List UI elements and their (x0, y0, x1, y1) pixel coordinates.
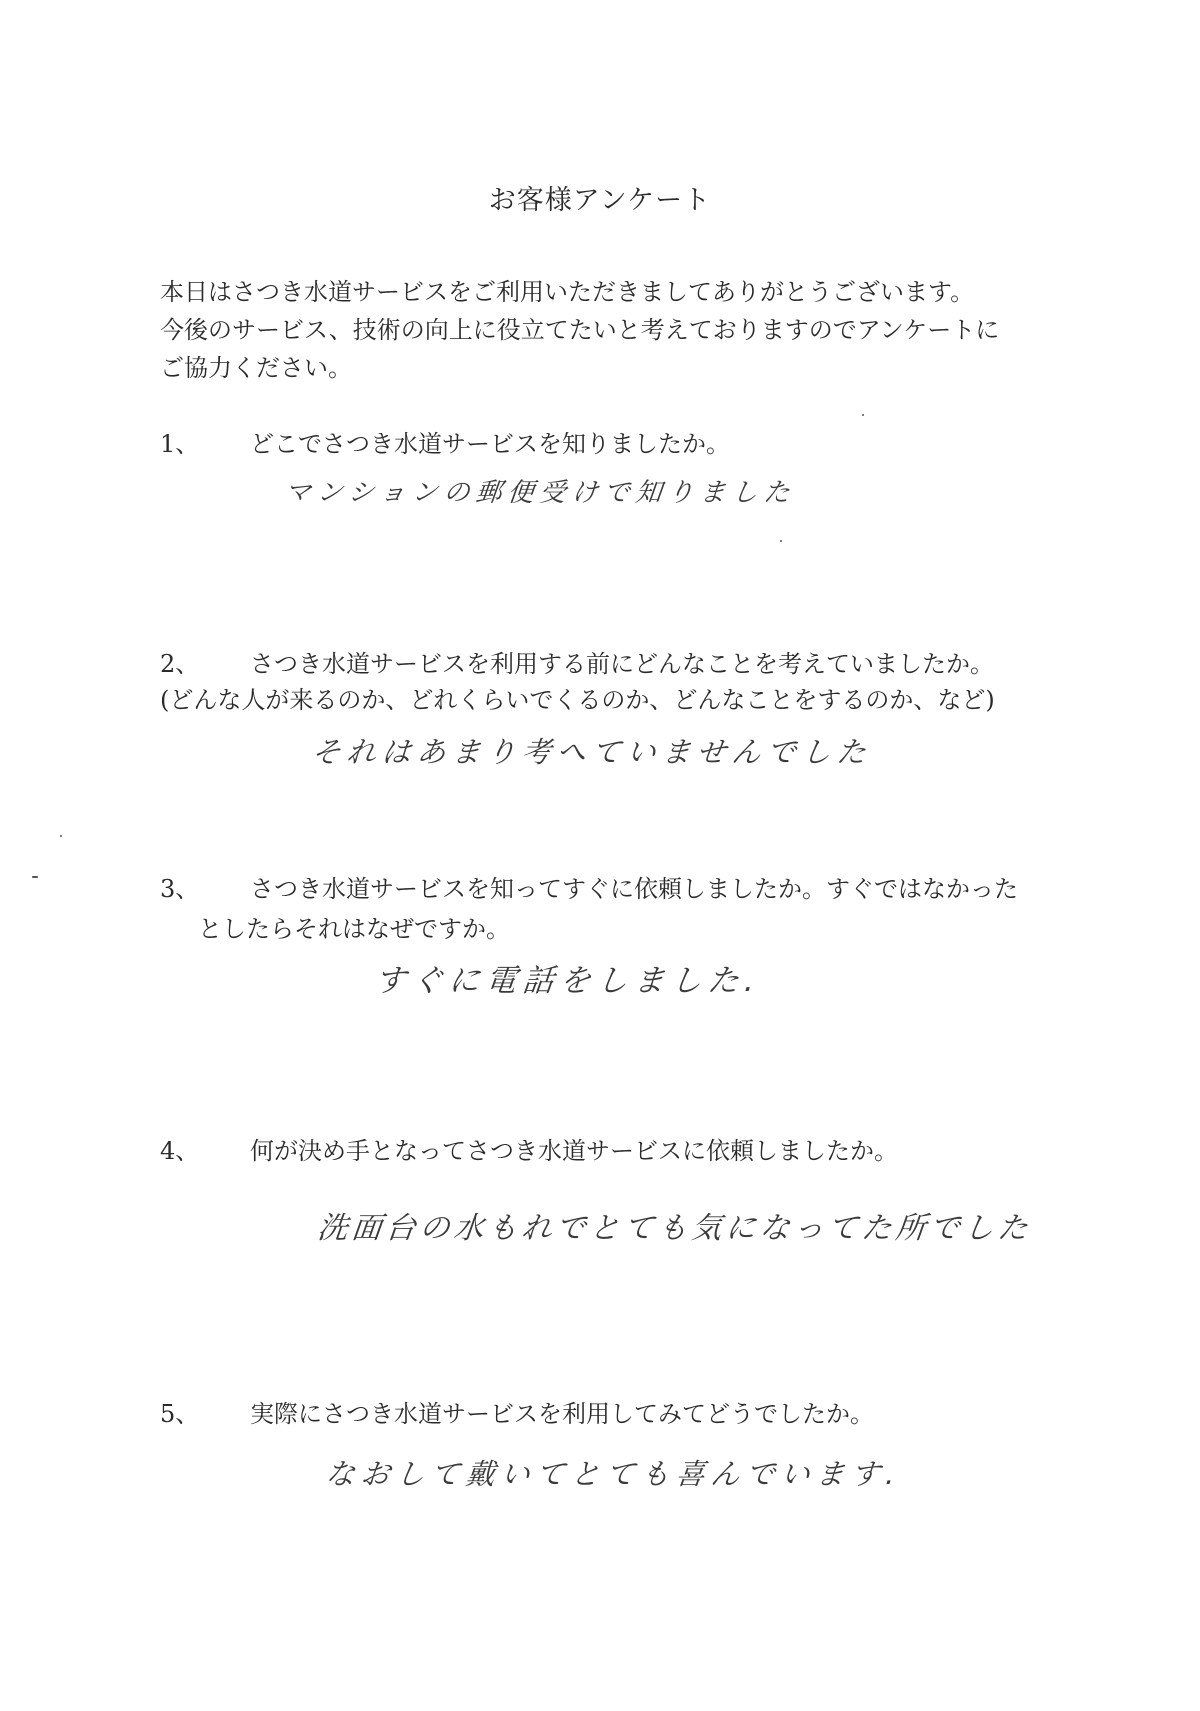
intro-line-3: ご協力ください。 (160, 354, 352, 382)
answer-5-handwritten: なおして戴いてとても喜んでいます. (324, 1457, 903, 1491)
question-number: 2、 (160, 650, 200, 678)
answer-2-handwritten: それはあまり考へていませんでした (310, 735, 874, 769)
question-subtext: (どんな人が来るのか、どれくらいでくるのか、どんなことをするのか、など) (160, 686, 995, 714)
intro-text (160, 273, 1060, 387)
scan-speck (32, 876, 38, 878)
scan-speck (60, 835, 62, 837)
intro-line-2: 今後のサービス、技術の向上に役立てたいと考えておりますのでアンケートに (160, 316, 1000, 344)
page-title: お客様アンケート (488, 185, 712, 216)
answer-3-handwritten: すぐに電話をしました. (372, 963, 763, 999)
question-text: 何が決め手となってさつき水道サービスに依頼しましたか。 (250, 1137, 898, 1165)
question-text: 実際にさつき水道サービスを利用してみてどうでしたか。 (250, 1400, 874, 1428)
intro-line-1: 本日はさつき水道サービスをご利用いただきましてありがとうございます。 (160, 278, 975, 306)
question-number: 1、 (160, 430, 200, 458)
question-number: 5、 (160, 1400, 200, 1428)
question-number: 3、 (160, 875, 200, 903)
question-subtext: としたらそれはなぜですか。 (198, 915, 510, 943)
scan-speck (780, 540, 782, 542)
question-number: 4、 (160, 1137, 200, 1165)
question-text: どこでさつき水道サービスを知りましたか。 (250, 430, 730, 458)
scan-speck (862, 414, 864, 416)
question-text: さつき水道サービスを利用する前にどんなことを考えていましたか。 (250, 650, 994, 678)
answer-1-handwritten: マンションの郵便受けで知りました (283, 478, 798, 508)
answer-4-handwritten: 洗面台の水もれでとても気になってた所でした (315, 1211, 1034, 1246)
question-text: さつき水道サービスを知ってすぐに依頼しましたか。すぐではなかった (250, 875, 1018, 903)
